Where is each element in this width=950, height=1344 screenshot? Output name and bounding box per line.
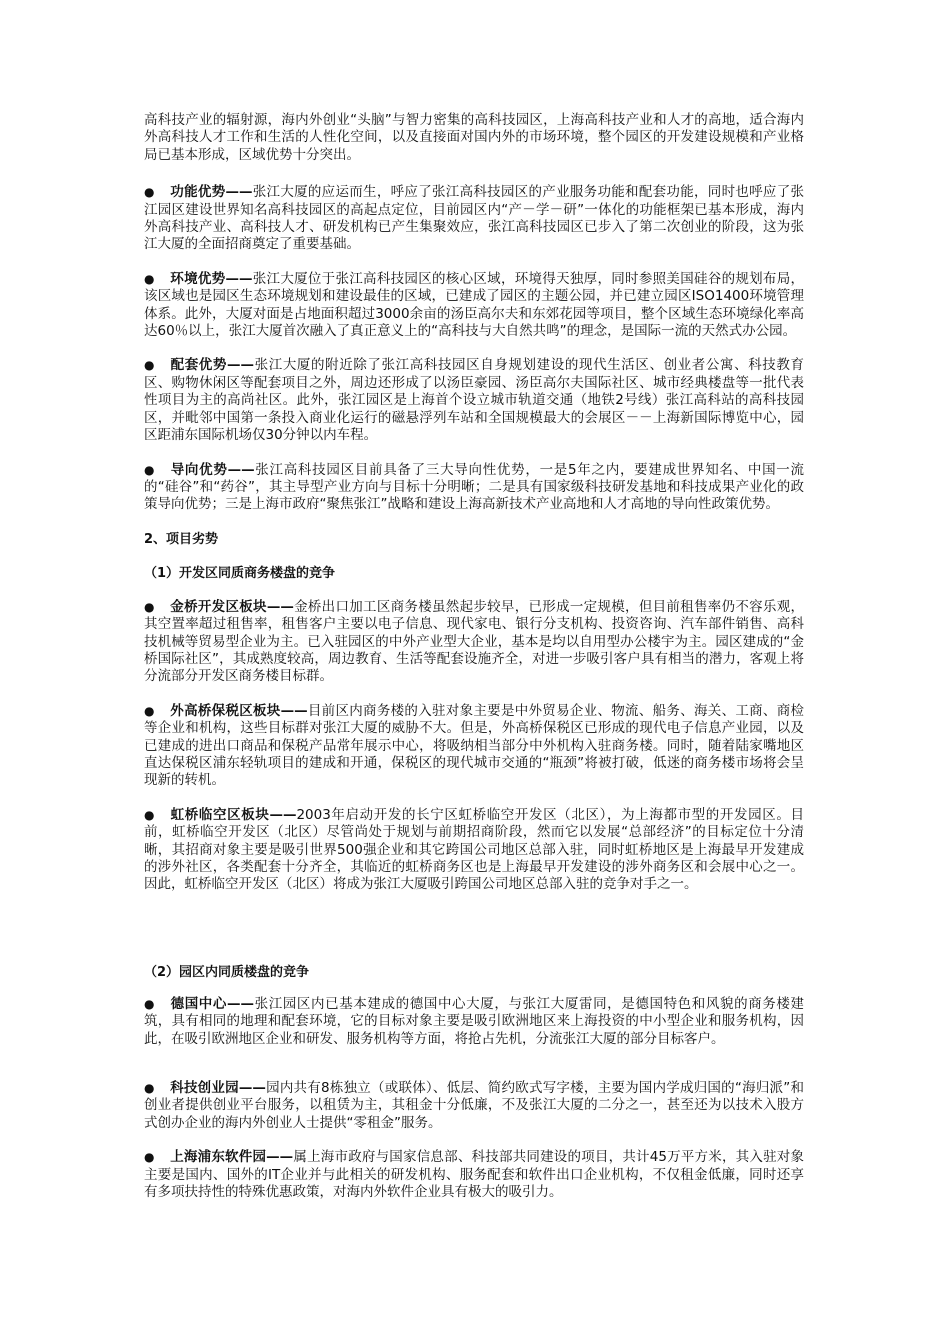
competitor-title: 虹桥临空区板块	[170, 806, 270, 823]
subsection-heading-2: （2）园区内同质楼盘的竞争	[144, 964, 310, 980]
advantage-text: 张江大厦的应运而生，呼应了张江高科技园区的产业服务功能和配套功能，同时也呼应了张江园区建设世界知名高科技园区的高起点定位，目前园区内“产－学－研”一体化的功能框架已基本形成，海内外高科技产业、高科技人才、研发机构已产生集聚效应，张江高科技园区已步入了第二次创业的阶段，这为张江大厦的全面招商奠定了重要基础。	[144, 184, 805, 253]
advantage-orientation: ● 导向优势——张江高科技园区目前具备了三大导向性优势，一是5年之内，要建成世界知名、中国一流的“硅谷”和“药谷”，其主导型产业方向与目标十分明晰；二是具有国家级科技研发基地和科技成果产业化的政策导向优势；三是上海市政府“聚焦张江”战略和建设上海高新技术产业高地和人才高地的导向性政策优势。	[144, 462, 804, 514]
advantage-title: 功能优势	[170, 184, 226, 201]
advantage-function: ● 功能优势——张江大厦的应运而生，呼应了张江高科技园区的产业服务功能和配套功能，同时也呼应了张江园区建设世界知名高科技园区的高起点定位，目前园区内“产－学－研”一体化的功能框架已基本形成，海内外高科技产业、高科技人才、研发机构已产生集聚效应，张江高科技园区已步入了第二次创业的阶段，这为张江大厦的全面招商奠定了重要基础。	[144, 184, 804, 254]
competitor-text: 目前区内商务楼的入驻对象主要是中外贸易企业、物流、船务、海关、工商、商检等企业和机构，这些目标群对张江大厦的威胁不大。但是，外高桥保税区已形成的现代电子信息产业园，以及已建成的进出口商品和保税产品常年展示中心，将吸纳相当部分中外机构入驻商务楼。同时，随着陆家嘴地区直达保税区浦东轻轨项目的建成和开通，保税区的现代城市交通的“瓶颈”将被打破，低迷的商务楼市场将会呈现新的转机。	[144, 702, 805, 789]
competitor-hongqiao: ● 虹桥临空区板块——2003年启动开发的长宁区虹桥临空开发区（北区），为上海都市型的开发园区。目前，虹桥临空开发区（北区）尽管尚处于规划与前期招商阶段，然而它以发展“总部经济”的目标定位十分清晰，其招商对象主要是吸引世界500强企业和其它跨国公司地区总部入驻，同时虹桥地区是上海最早开发建成的涉外社区，各类配套十分齐全，其临近的虹桥商务区也是上海最早开发建设的涉外商务区和会展中心之一。因此，虹桥临空开发区（北区）将成为张江大厦吸引跨国公司地区总部入驻的竞争对手之一。	[144, 807, 804, 894]
competitor-german-center: ● 德国中心——张江园区内已基本建成的德国中心大厦，与张江大厦雷同，是德国特色和风貌的商务楼建筑，具有相同的地理和配套环境，它的目标对象主要是吸引欧洲地区来上海投资的中小型企业和服务机构，因此，在吸引欧洲地区企业和研发、服务机构等方面，将抢占先机，分流张江大厦的部分目标客户。	[144, 996, 804, 1048]
competitor-tech-park: ● 科技创业园——园内共有8栋独立（或联体）、低层、简约欧式写字楼，主要为国内学成归国的“海归派”和创业者提供创业平台服务，以租赁为主，其租金十分低廉，不及张江大厦的二分之一，甚至还为以技术入股方式创办企业的海内外创业人士提供“零租金”服务。	[144, 1080, 804, 1132]
advantage-text: 张江高科技园区目前具备了三大导向性优势，一是5年之内，要建成世界知名、中国一流的“硅谷”和“药谷”，其主导型产业方向与目标十分明晰；二是具有国家级科技研发基地和科技成果产业化的政策导向优势；三是上海市政府“聚焦张江”战略和建设上海高新技术产业高地和人才高地的导向性政策优势。	[144, 461, 805, 513]
competitor-title: 外高桥保税区板块	[170, 702, 281, 719]
advantage-text: 张江大厦位于张江高科技园区的核心区域，环境得天独厚，同时参照美国硅谷的规划布局，该区域也是园区生态环境规划和建设最佳的区域，已建成了园区的主题公园，并已建立园区ISO1400环境管理体系。此外，大厦对面是占地面积超过3000余亩的汤臣高尔夫和东郊花园等项目，整个区域生态环境绿化率高达60％以上，张江大厦首次融入了真正意义上的“高科技与大自然共鸣”的理念，是国际一流的天然式办公园。	[144, 270, 805, 340]
competitor-text: 张江园区内已基本建成的德国中心大厦，与张江大厦雷同，是德国特色和风貌的商务楼建筑，具有相同的地理和配套环境，它的目标对象主要是吸引欧洲地区来上海投资的中小型企业和服务机构，因此，在吸引欧洲地区企业和研发、服务机构等方面，将抢占先机，分流张江大厦的部分目标客户。	[144, 995, 805, 1047]
competitor-jinqiao: ● 金桥开发区板块——金桥出口加工区商务楼虽然起步较早，已形成一定规模，但目前租售率仍不容乐观，其空置率超过租售率，租售客户主要以电子信息、现代家电、银行分支机构、投资咨询、汽车部件销售、高科技机械等贸易型企业为主。已入驻园区的中外产业型大企业，基本是均以自用型办公楼宇为主。园区建成的“金桥国际社区”，其成熟度较高，周边教育、生活等配套设施齐全，对进一步吸引客户具有相当的潜力，客观上将分流部分开发区商务楼目标群。	[144, 599, 804, 686]
advantage-text: 张江大厦的附近除了张江高科技园区自身规划建设的现代生活区、创业者公寓、科技教育区、购物休闲区等配套项目之外，周边还形成了以汤臣豪园、汤臣高尔夫国际社区、城市经典楼盘等一批代表性项目为主的高尚社区。此外，张江园区是上海首个设立城市轨道交通（地铁2号线）张江高科站的高科技园区，并毗邻中国第一条投入商业化运行的磁悬浮列车站和全国规模最大的会展区－－上海新国际博览中心，园区距浦东国际机场仅30分钟以内车程。	[144, 357, 805, 444]
competitor-text: 属上海市政府与国家信息部、科技部共同建设的项目，共计45万平方米，其入驻对象主要是国内、国外的IT企业并与此相关的研发机构、服务配套和软件出口企业机构，不仅租金低廉，同时还享有多项扶持性的特殊优惠政策，对海内外软件企业具有极大的吸引力。	[144, 1149, 804, 1201]
advantage-title: 配套优势	[170, 357, 228, 374]
competitor-title: 金桥开发区板块	[170, 598, 267, 615]
competitor-waigaoqiao: ● 外高桥保税区板块——目前区内商务楼的入驻对象主要是中外贸易企业、物流、船务、海关、工商、商检等企业和机构，这些目标群对张江大厦的威胁不大。但是，外高桥保税区已形成的现代电子信息产业园，以及已建成的进出口商品和保税产品常年展示中心，将吸纳相当部分中外机构入驻商务楼。同时，随着陆家嘴地区直达保税区浦东轻轨项目的建成和开通，保税区的现代城市交通的“瓶颈”将被打破，低迷的商务楼市场将会呈现新的转机。	[144, 703, 804, 790]
intro-paragraph: 高科技产业的辐射源，海内外创业“头脑”与智力密集的高科技园区，上海高科技产业和人才的高地，适合海内外高科技人才工作和生活的人性化空间，以及直接面对国内外的市场环境，整个园区的开发建设规模和产业格局已基本形成，区域优势十分突出。	[144, 112, 804, 163]
competitor-text: 金桥出口加工区商务楼虽然起步较早，已形成一定规模，但目前租售率仍不容乐观，其空置率超过租售率，租售客户主要以电子信息、现代家电、银行分支机构、投资咨询、汽车部件销售、高科技机械等贸易型企业为主。已入驻园区的中外产业型大企业，基本是均以自用型办公楼宇为主。园区建成的“金桥国际社区”，其成熟度较高，周边教育、生活等配套设施齐全，对进一步吸引客户具有相当的潜力，客观上将分流部分开发区商务楼目标群。	[144, 598, 805, 685]
document-page	[144, 112, 804, 1201]
competitor-text: 2003年启动开发的长宁区虹桥临空开发区（北区），为上海都市型的开发园区。目前，虹桥临空开发区（北区）尽管尚处于规划与前期招商阶段，然而它以发展“总部经济”的目标定位十分清晰，其招商对象主要是吸引世界500强企业和其它跨国公司地区总部入驻，同时虹桥地区是上海最早开发建成的涉外社区，各类配套十分齐全，其临近的虹桥商务区也是上海最早开发建设的涉外商务区和会展中心之一。因此，虹桥临空开发区（北区）将成为张江大厦吸引跨国公司地区总部入驻的竞争对手之一。	[144, 806, 805, 893]
advantage-title: 导向优势	[170, 461, 228, 478]
advantage-environment: ● 环境优势——张江大厦位于张江高科技园区的核心区域，环境得天独厚，同时参照美国硅谷的规划布局，该区域也是园区生态环境规划和建设最佳的区域，已建成了园区的主题公园，并已建立园区ISO1400环境管理体系。此外，大厦对面是占地面积超过3000余亩的汤臣高尔夫和东郊花园等项目，整个区域生态环境绿化率高达60％以上，张江大厦首次融入了真正意义上的“高科技与大自然共鸣”的理念，是国际一流的天然式办公园。	[144, 271, 804, 341]
advantage-supporting: ● 配套优势——张江大厦的附近除了张江高科技园区自身规划建设的现代生活区、创业者公寓、科技教育区、购物休闲区等配套项目之外，周边还形成了以汤臣豪园、汤臣高尔夫国际社区、城市经典楼盘等一批代表性项目为主的高尚社区。此外，张江园区是上海首个设立城市轨道交通（地铁2号线）张江高科站的高科技园区，并毗邻中国第一条投入商业化运行的磁悬浮列车站和全国规模最大的会展区－－上海新国际博览中心，园区距浦东国际机场仅30分钟以内车程。	[144, 357, 804, 444]
subsection-heading-1: （1）开发区同质商务楼盘的竞争	[144, 565, 336, 581]
competitor-title: 德国中心	[170, 995, 228, 1012]
competitor-title: 科技创业园	[170, 1080, 239, 1097]
section-heading-disadvantages: 2、项目劣势	[144, 531, 219, 547]
advantage-title: 环境优势	[170, 270, 226, 287]
competitor-software-park: ● 上海浦东软件园——属上海市政府与国家信息部、科技部共同建设的项目，共计45万平方米，其入驻对象主要是国内、国外的IT企业并与此相关的研发机构、服务配套和软件出口企业机构，不仅租金低廉，同时还享有多项扶持性的特殊优惠政策，对海内外软件企业具有极大的吸引力。	[144, 1149, 804, 1201]
competitor-title: 上海浦东软件园	[170, 1149, 267, 1166]
competitor-text: 园内共有8栋独立（或联体）、低层、简约欧式写字楼，主要为国内学成归国的“海归派”和创业者提供创业平台服务，以租赁为主，其租金十分低廉，不及张江大厦的二分之一，甚至还为以技术入股方式创办企业的海内外创业人士提供“零租金”服务。	[144, 1080, 805, 1131]
